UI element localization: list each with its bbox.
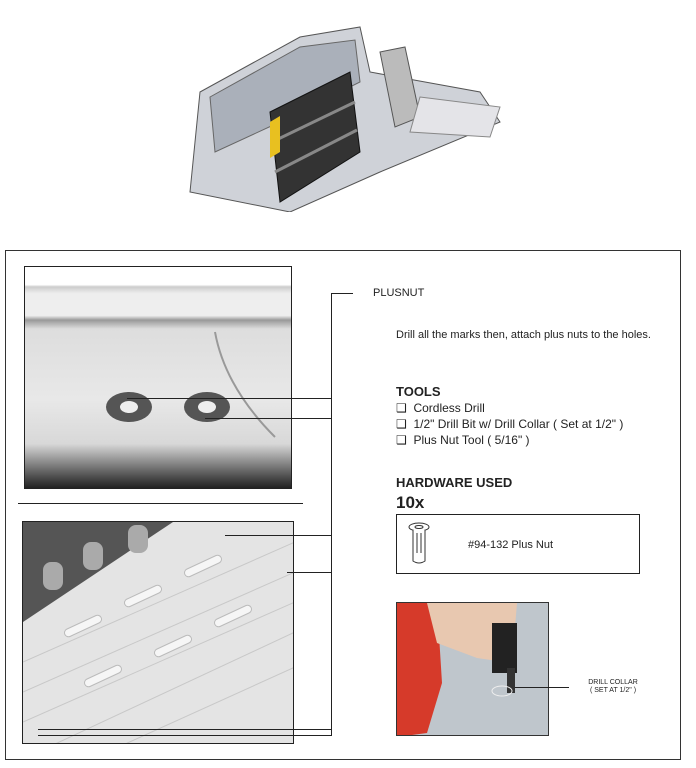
plus-nut-icon: [407, 521, 431, 567]
tools-heading: TOOLS: [396, 384, 441, 399]
callout-line: [38, 735, 331, 736]
tool-item: ❑ Plus Nut Tool ( 5/16" ): [396, 433, 530, 447]
callout-line: [331, 293, 332, 736]
drill-photo: [396, 602, 549, 736]
hardware-quantity: 10x: [396, 493, 425, 512]
tool-item: ❑ Cordless Drill: [396, 401, 485, 415]
callout-line: [38, 729, 331, 730]
van-shelving-illustration: [180, 12, 510, 212]
callout-line: [331, 293, 353, 294]
callout-line: [287, 572, 331, 573]
van-floor-marks-image: [22, 521, 294, 744]
checkbox-icon: ❑: [396, 433, 407, 447]
plusnut-hole-closeup-image: [24, 266, 292, 489]
callout-line: [515, 687, 569, 688]
callout-line: [225, 535, 331, 536]
instruction-text: Drill all the marks then, attach plus nuts to the holes.: [396, 329, 651, 341]
tool-item: ❑ 1/2" Drill Bit w/ Drill Collar ( Set at 1/2" ): [396, 417, 624, 431]
tools-list: [396, 400, 623, 448]
hardware-heading: HARDWARE USED: [396, 475, 513, 490]
checkbox-icon: ❑: [396, 401, 407, 415]
callout-label: PLUSNUT: [373, 287, 425, 299]
checkbox-icon: ❑: [396, 417, 407, 431]
hardware-item: #94-132 Plus Nut: [468, 539, 553, 551]
drill-collar-label: DRILL COLLAR ( SET AT 1/2" ): [588, 679, 638, 694]
divider: [18, 503, 303, 504]
hardware-box: [396, 514, 640, 574]
callout-line: [127, 398, 331, 399]
callout-line: [205, 418, 331, 419]
